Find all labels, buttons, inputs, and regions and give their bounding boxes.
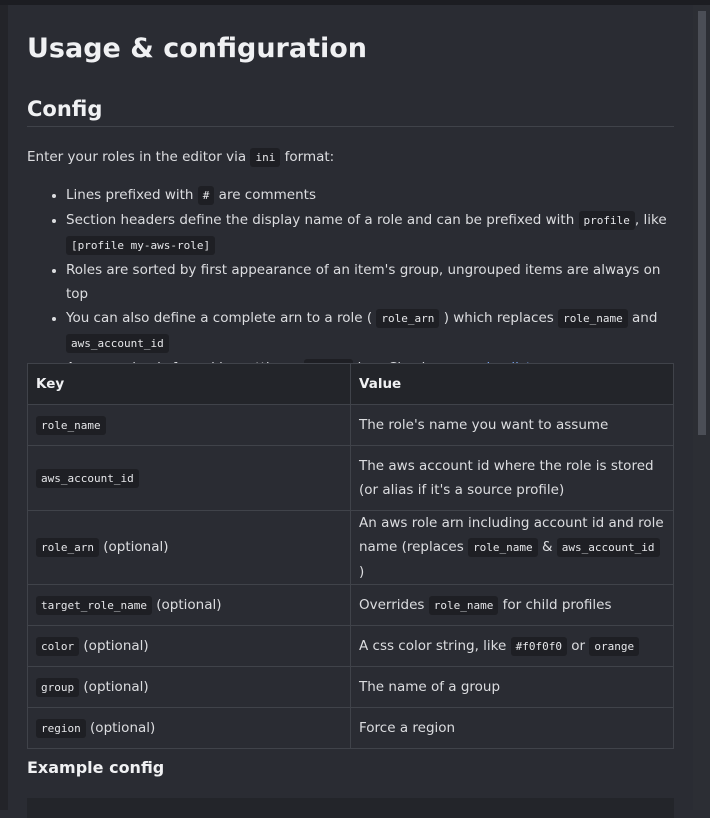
text: , like — [634, 212, 667, 228]
text: ) which replaces — [439, 310, 559, 326]
column-header-value: Value — [351, 364, 674, 405]
text: or — [566, 637, 590, 654]
text: and — [627, 310, 658, 326]
config-rules-list — [27, 183, 674, 381]
optional-label: (optional) — [151, 596, 222, 613]
optional-label: (optional) — [98, 539, 169, 555]
heading-divider — [27, 126, 674, 127]
key-code: region — [36, 719, 86, 738]
text: The role's name you want to assume — [359, 417, 609, 433]
text: for child profiles — [498, 596, 612, 613]
table-row — [28, 667, 674, 708]
text: Section headers define the display name of a role and can be prefixed with — [66, 212, 579, 228]
intro-paragraph — [27, 147, 334, 168]
section-title-config: Config — [27, 97, 103, 121]
value-cell — [351, 405, 674, 446]
text: Lines prefixed with — [66, 187, 198, 203]
table-header-row — [28, 364, 674, 405]
inline-code: profile — [579, 211, 635, 230]
text: An aws role arn including account id and role name (replaces — [359, 515, 664, 555]
intro-text-after: format: — [284, 149, 335, 165]
example-code-block — [27, 798, 674, 818]
inline-code: ini — [250, 148, 280, 167]
key-code: color — [36, 637, 79, 656]
optional-label: (optional) — [85, 719, 156, 736]
inline-code: role_name — [429, 596, 499, 615]
value-cell — [351, 511, 674, 585]
text: ) — [359, 564, 365, 580]
table-row — [28, 708, 674, 749]
inline-code: role_arn — [376, 309, 439, 328]
text: A css color string, like — [359, 637, 511, 654]
example-config-heading: Example config — [27, 758, 165, 777]
table-row — [28, 626, 674, 667]
value-cell — [351, 667, 674, 708]
key-code: group — [36, 678, 79, 697]
text: are comments — [214, 187, 316, 203]
config-keys-table — [27, 363, 674, 749]
inline-code: #f0f0f0 — [511, 637, 567, 656]
key-code: aws_account_id — [36, 469, 139, 488]
optional-label: (optional) — [79, 678, 149, 695]
table-row — [28, 405, 674, 446]
key-code: role_name — [36, 416, 106, 435]
key-cell — [28, 446, 351, 511]
value-cell — [351, 446, 674, 511]
intro-text-before: Enter your roles in the editor via — [27, 149, 247, 165]
key-cell — [28, 667, 351, 708]
text: You can also define a complete arn to a role ( — [66, 310, 377, 326]
table-row — [28, 446, 674, 511]
key-code: role_arn — [36, 538, 99, 557]
scrollbar-thumb[interactable] — [698, 11, 706, 435]
optional-label: (optional) — [79, 637, 149, 654]
value-cell — [351, 626, 674, 667]
list-item — [66, 183, 674, 208]
inline-code: role_name — [558, 309, 628, 328]
inline-code: aws_account_id — [66, 334, 169, 353]
table-row — [28, 511, 674, 585]
left-gutter — [0, 5, 8, 810]
inline-code: orange — [589, 637, 639, 656]
key-cell — [28, 708, 351, 749]
column-header-key: Key — [28, 364, 351, 405]
inline-code: [profile my-aws-role] — [66, 236, 215, 255]
text: Roles are sorted by first appearance of an item's group, ungrouped items are always on top — [66, 262, 661, 302]
key-cell — [28, 585, 351, 626]
key-code: target_role_name — [36, 596, 152, 615]
inline-code: aws_account_id — [557, 538, 660, 557]
text: The name of a group — [359, 679, 501, 695]
text: The aws account id where the role is stored (or alias if it's a source profile) — [359, 458, 654, 498]
text: & — [537, 539, 557, 555]
list-item — [66, 258, 674, 306]
list-item — [66, 208, 674, 258]
scrollbar-track[interactable] — [693, 5, 710, 810]
value-cell — [351, 708, 674, 749]
inline-code: role_name — [468, 538, 538, 557]
key-cell — [28, 511, 351, 585]
text: Overrides — [359, 596, 429, 613]
top-border — [0, 0, 710, 5]
text: Force a region — [359, 720, 456, 736]
value-cell — [351, 585, 674, 626]
inline-code: # — [198, 186, 215, 205]
key-cell — [28, 626, 351, 667]
list-item — [66, 306, 674, 356]
page-title: Usage & configuration — [27, 33, 368, 64]
key-cell — [28, 405, 351, 446]
table-row — [28, 585, 674, 626]
